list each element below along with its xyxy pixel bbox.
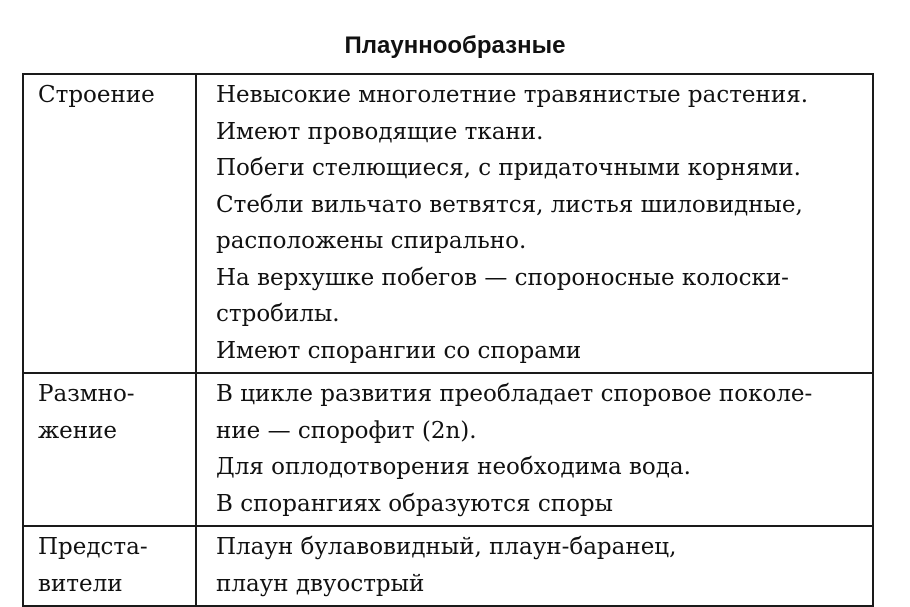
row-description-cell — [196, 373, 873, 526]
description-line: Для оплодотворения необходима вода. — [216, 454, 691, 480]
page-title: Плауннообразные — [344, 32, 566, 59]
description-line: Стебли вильчато ветвятся, листья шиловидные, — [216, 191, 803, 218]
description-line: ние — спорофит (2n). — [216, 417, 477, 444]
description-line: плаун двуострый — [216, 570, 425, 597]
description-line: В цикле развития преобладает споровое поколе- — [216, 381, 813, 407]
table-row-reproduction — [23, 373, 873, 526]
description-line: На верхушке побегов — спороносные колоски- — [216, 264, 789, 291]
row-label-line: Предста- — [38, 534, 148, 560]
info-table — [22, 73, 874, 607]
description-line: Плаун булавовидный, плаун-баранец, — [216, 534, 677, 560]
row-label-cell — [23, 74, 196, 373]
row-label-line: Размно- — [38, 381, 135, 407]
row-label-cell — [23, 373, 196, 526]
row-label-line: вители — [38, 570, 123, 597]
description-line: В спорангиях образуются споры — [216, 490, 613, 517]
row-label-cell — [23, 526, 196, 606]
description-line: Побеги стелющиеся, с придаточными корнями. — [216, 155, 801, 181]
description-line: Имеют спорангии со спорами — [216, 337, 582, 364]
row-description-cell — [196, 526, 873, 606]
description-line: стробилы. — [216, 301, 340, 327]
row-label-line: жение — [38, 417, 118, 444]
description-line: Невысокие многолетние травянистые растения. — [216, 82, 809, 108]
row-description-cell — [196, 74, 873, 373]
description-line: расположены спирально. — [216, 228, 527, 254]
table-row-representatives — [23, 526, 873, 606]
row-label-line: Строение — [38, 82, 155, 108]
table-row-structure — [23, 74, 873, 373]
description-line: Имеют проводящие ткани. — [216, 118, 544, 145]
